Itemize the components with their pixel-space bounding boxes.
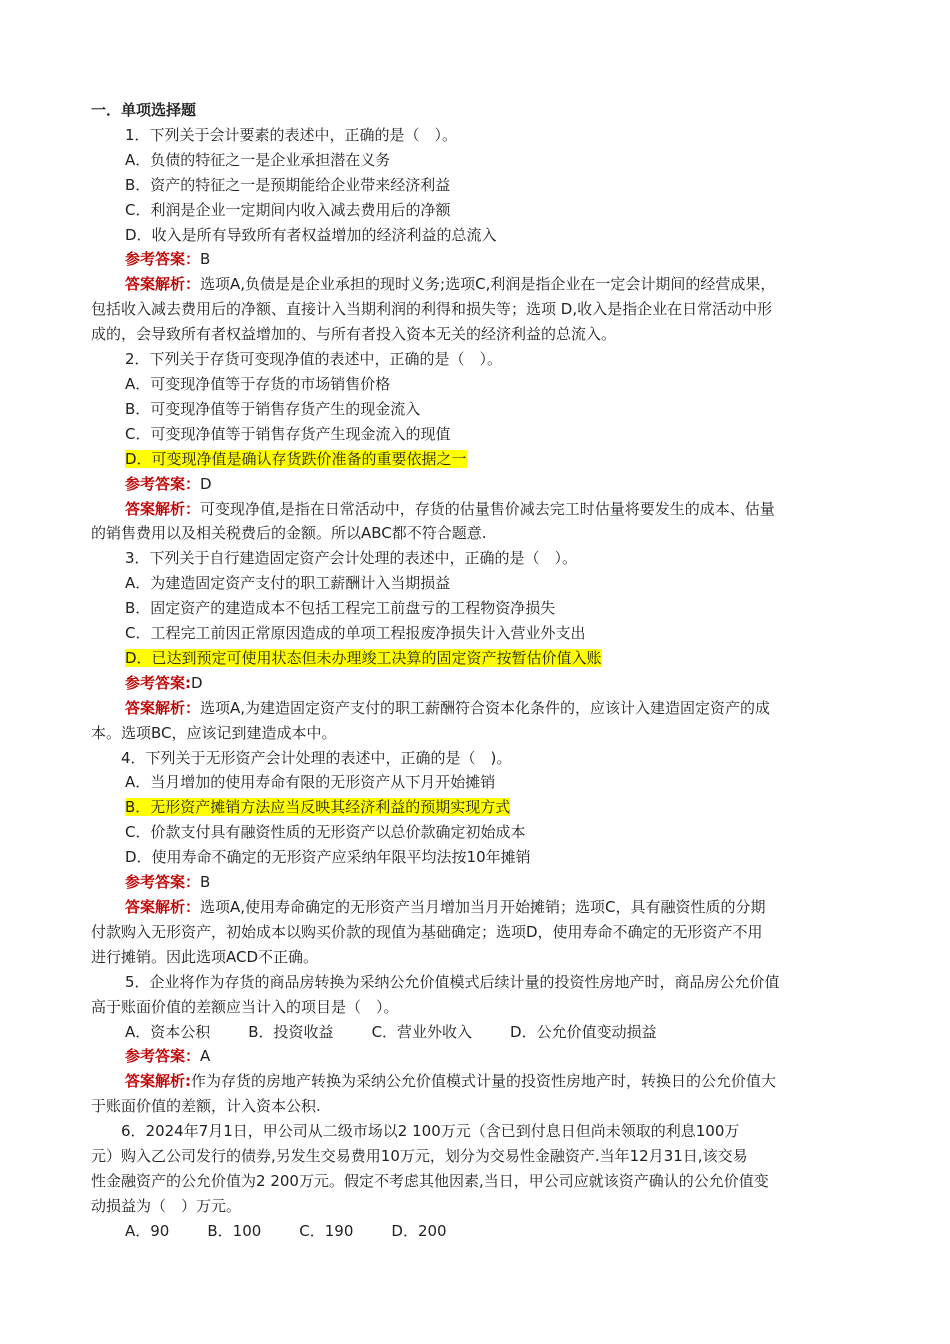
- explanation-label: 答案解析:: [125, 1072, 191, 1091]
- question-3-stem: 3．下列关于自行建造固定资产会计处理的表述中，正确的是（ ）。: [125, 549, 578, 568]
- question-1-explanation-line-3: 成的，会导致所有者权益增加的、与所有者投入资本无关的经济利益的总流入。: [91, 325, 617, 344]
- answer-value: B: [200, 250, 211, 269]
- question-1-explanation-line-1: [91, 272, 861, 297]
- question-6-stem-line-4: 动损益为（ ）万元。: [91, 1196, 242, 1215]
- question-4-stem: 4．下列关于无形资产会计处理的表述中，正确的是（ )。: [121, 748, 512, 767]
- question-5-options: [91, 1020, 861, 1045]
- question-2-explanation-line-1: [91, 497, 861, 522]
- question-6-options: [91, 1219, 861, 1244]
- question-2-stem: 2．下列关于存货可变现净值的表述中，正确的是（ ）。: [125, 350, 503, 369]
- explanation-text: 作为存货的房地产转换为采纳公允价值模式计量的投资性房地产时，转换日的公允价值大: [191, 1072, 777, 1091]
- question-4-option-d: D．使用寿命不确定的无形资产应采纳年限平均法按10年摊销: [125, 848, 531, 867]
- answer-label: 参考答案：: [125, 250, 201, 269]
- question-1-option-c: C．利润是企业一定期间内收入减去费用后的净额: [125, 200, 451, 219]
- answer-label: 参考答案:: [125, 673, 191, 692]
- explanation-text: 可变现净值,是指在日常活动中，存货的估量售价减去完工时估量将要发生的成本、估量: [200, 499, 775, 518]
- highlighted-option: B．无形资产摊销方法应当反映其经济利益的预期实现方式: [125, 798, 511, 817]
- question-5-explanation-line-2: 于账面价值的差额，计入资本公积.: [91, 1097, 321, 1116]
- question-1-option-d: D．收入是所有导致所有者权益增加的经济利益的总流入: [125, 225, 497, 244]
- explanation-text: 选项A,为建造固定资产支付的职工薪酬符合资本化条件的，应该计入建造固定资产的成: [200, 698, 771, 717]
- question-6-stem-line-1: 6．2024年7月1日，甲公司从二级市场以2 100万元（含已到付息日但尚未领取的利息100万: [121, 1122, 740, 1141]
- answer-value: A: [200, 1047, 211, 1066]
- question-4-option-b: [91, 795, 861, 820]
- question-5-option-b: B．投资收益: [248, 1022, 334, 1041]
- question-6-option-c: C．190: [299, 1221, 354, 1240]
- question-5-option-a: A．资本公积: [125, 1022, 211, 1041]
- question-3-option-c: C．工程完工前因正常原因造成的单项工程报废净损失计入营业外支出: [125, 624, 586, 643]
- answer-label: 参考答案：: [125, 1047, 201, 1066]
- question-1-option-b: B．资产的特征之一是预期能给企业带来经济利益: [125, 175, 451, 194]
- question-3-explanation-line-1: [91, 696, 861, 721]
- question-4-explanation-line-1: [91, 895, 861, 920]
- explanation-label: 答案解析：: [125, 898, 201, 916]
- explanation-text: 选项A,使用寿命确定的无形资产当月增加当月开始摊销；选项C，具有融资性质的分期: [200, 898, 766, 916]
- question-5-option-c: C．营业外收入: [371, 1022, 473, 1041]
- question-6-stem-line-3: 性金融资产的公允价值为2 200万元。假定不考虑其他因素,当日，甲公司应就该资产确认的公允价值变: [91, 1171, 769, 1190]
- question-1-explanation-line-2: 包括收入减去费用后的净额、直接计入当期利润的利得和损失等；选项 D,收入是指企业在日常活动中形: [91, 300, 773, 319]
- highlighted-option: D．已达到预定可使用状态但未办理竣工决算的固定资产按暂估价值入账: [125, 648, 602, 667]
- section-title: 一．单项选择题: [91, 101, 197, 119]
- question-4-option-c: C．价款支付具有融资性质的无形资产以总价款确定初始成本: [125, 823, 526, 842]
- explanation-label: 答案解析：: [125, 698, 201, 717]
- question-5-stem-line-1: 5．企业将作为存货的商品房转换为采纳公允价值模式后续计量的投资性房地产时，商品房公允价值: [125, 972, 780, 991]
- question-1-stem: 1．下列关于会计要素的表述中，正确的是（ ）。: [125, 125, 458, 144]
- explanation-text: 选项A,负债是是企业承担的现时义务;选项C,利润是指企业在一定会计期间的经营成果，: [200, 275, 776, 294]
- document-content: [91, 98, 861, 1244]
- question-4-explanation-line-3: 进行摊销。因此选项ACD不正确。: [91, 947, 319, 966]
- question-3-option-a: A．为建造固定资产支付的职工薪酬计入当期损益: [125, 574, 451, 593]
- question-5-option-d: D．公允价值变动损益: [510, 1022, 657, 1041]
- question-2-option-c: C．可变现净值等于销售存货产生现金流入的现值: [125, 424, 451, 443]
- question-1-option-a: A．负债的特征之一是企业承担潜在义务: [125, 150, 391, 169]
- question-4-answer: [91, 870, 861, 895]
- answer-value: D: [200, 474, 212, 493]
- explanation-label: 答案解析：: [125, 499, 201, 518]
- question-1-answer: [91, 247, 861, 272]
- question-5-answer: [91, 1044, 861, 1069]
- question-2-explanation-line-2: 的销售费用以及相关税费后的金额。所以ABC都不符合题意.: [91, 524, 487, 543]
- question-5-explanation-line-1: [91, 1069, 861, 1094]
- question-3-option-b: B．固定资产的建造成本不包括工程完工前盘亏的工程物资净损失: [125, 599, 556, 618]
- highlighted-option: D．可变现净值是确认存货跌价准备的重要依据之一: [125, 449, 467, 468]
- question-6-option-d: D．200: [391, 1221, 447, 1240]
- answer-label: 参考答案：: [125, 474, 201, 493]
- question-4-option-a: A．当月增加的使用寿命有限的无形资产从下月开始摊销: [125, 773, 496, 792]
- question-2-option-a: A．可变现净值等于存货的市场销售价格: [125, 374, 391, 393]
- question-5-stem-line-2: 高于账面价值的差额应当计入的项目是（ ）。: [91, 997, 399, 1016]
- question-6-stem-line-2: 元）购入乙公司发行的债券,另发生交易费用10万元，划分为交易性金融资产.当年12月31日,该交易: [91, 1147, 748, 1166]
- question-3-answer: [91, 671, 861, 696]
- answer-value: D: [191, 673, 203, 692]
- question-4-explanation-line-2: 付款购入无形资产，初始成本以购买价款的现值为基础确定；选项D，使用寿命不确定的无形资产不用: [91, 922, 763, 941]
- question-2-option-d: [91, 447, 861, 472]
- explanation-label: 答案解析：: [125, 275, 201, 294]
- question-2-option-b: B．可变现净值等于销售存货产生的现金流入: [125, 399, 421, 418]
- answer-value: B: [200, 873, 211, 892]
- question-3-explanation-line-2: 本。选项BC，应该记到建造成本中。: [91, 723, 337, 742]
- question-6-option-a: A．90: [125, 1221, 170, 1240]
- question-2-answer: [91, 472, 861, 497]
- answer-label: 参考答案：: [125, 873, 201, 892]
- question-6-option-b: B．100: [207, 1221, 262, 1240]
- question-3-option-d: [91, 646, 861, 671]
